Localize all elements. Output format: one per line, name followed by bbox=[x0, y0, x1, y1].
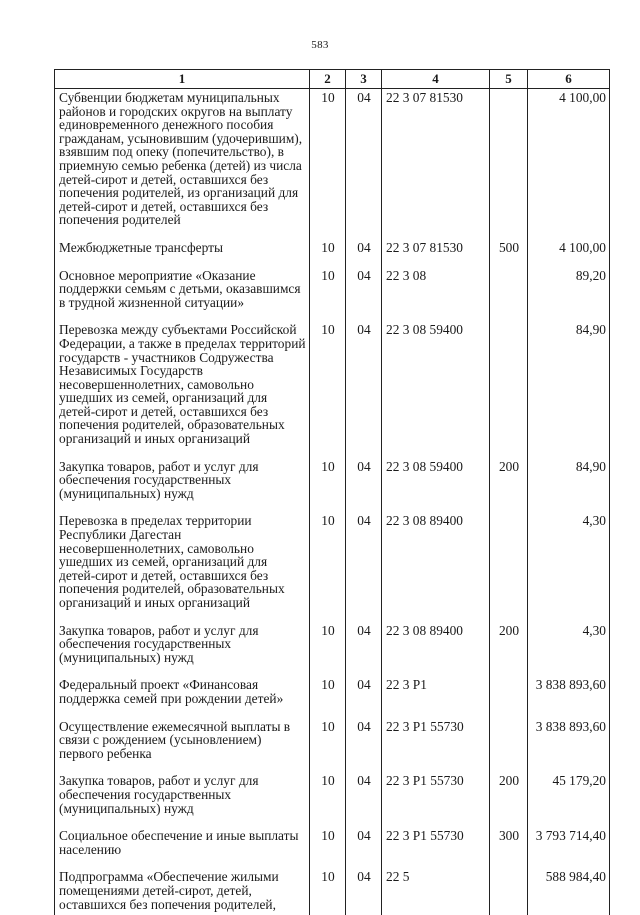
row-amount: 4,30 bbox=[528, 622, 610, 677]
row-description: Перевозка в пределах территории Республики Дагестан несовершеннолетних, самовольно ушедших из семей, организаций для детей-сирот и детей, оставшихся без попечения родителей, образовательных организаций и иных организаций bbox=[55, 512, 310, 621]
table-row bbox=[55, 458, 610, 513]
table-row bbox=[55, 267, 610, 322]
row-section: 10 bbox=[310, 267, 346, 322]
row-section: 10 bbox=[310, 622, 346, 677]
row-section: 10 bbox=[310, 676, 346, 717]
row-expense-type: 200 bbox=[490, 458, 528, 513]
row-description: Закупка товаров, работ и услуг для обеспечения государственных (муниципальных) нужд bbox=[55, 772, 310, 827]
budget-table bbox=[54, 69, 610, 915]
row-subsection: 04 bbox=[346, 676, 382, 717]
row-section: 10 bbox=[310, 89, 346, 239]
row-subsection: 04 bbox=[346, 321, 382, 457]
table-row bbox=[55, 868, 610, 915]
row-amount: 4 100,00 bbox=[528, 89, 610, 239]
row-subsection: 04 bbox=[346, 239, 382, 267]
row-target-code: 22 3 P1 55730 bbox=[382, 827, 490, 868]
row-expense-type: 500 bbox=[490, 239, 528, 267]
row-amount: 89,20 bbox=[528, 267, 610, 322]
table-row bbox=[55, 321, 610, 457]
row-target-code: 22 3 08 59400 bbox=[382, 321, 490, 457]
table-row bbox=[55, 622, 610, 677]
row-section: 10 bbox=[310, 321, 346, 457]
row-description: Основное мероприятие «Оказание поддержки семьям с детьми, оказавшимся в трудной жизненной ситуации» bbox=[55, 267, 310, 322]
column-header: 2 bbox=[310, 70, 346, 89]
row-description: Перевозка между субъектами Российской Федерации, а также в пределах территорий государств - участников Содружества Независимых Государств несовершеннолетних, самовольно ушедших из семей, организаций для детей-сирот и детей, оставшихся без попечения родителей, образовательных организаций и иных организаций bbox=[55, 321, 310, 457]
column-header: 4 bbox=[382, 70, 490, 89]
row-expense-type: 200 bbox=[490, 772, 528, 827]
row-description: Федеральный проект «Финансовая поддержка семей при рождении детей» bbox=[55, 676, 310, 717]
row-amount: 3 793 714,40 bbox=[528, 827, 610, 868]
row-expense-type bbox=[490, 676, 528, 717]
row-amount: 3 838 893,60 bbox=[528, 718, 610, 773]
row-section: 10 bbox=[310, 868, 346, 915]
row-section: 10 bbox=[310, 512, 346, 621]
table-header-row bbox=[55, 70, 610, 89]
column-header: 1 bbox=[55, 70, 310, 89]
row-amount: 588 984,40 bbox=[528, 868, 610, 915]
row-subsection: 04 bbox=[346, 718, 382, 773]
table-row bbox=[55, 89, 610, 239]
row-subsection: 04 bbox=[346, 827, 382, 868]
row-section: 10 bbox=[310, 718, 346, 773]
row-section: 10 bbox=[310, 772, 346, 827]
column-header: 5 bbox=[490, 70, 528, 89]
row-expense-type: 200 bbox=[490, 622, 528, 677]
row-description: Подпрограмма «Обеспечение жилыми помещениями детей-сирот, детей, оставшихся без попечения родителей, bbox=[55, 868, 310, 915]
row-subsection: 04 bbox=[346, 89, 382, 239]
row-description: Социальное обеспечение и иные выплаты населению bbox=[55, 827, 310, 868]
row-target-code: 22 3 P1 55730 bbox=[382, 718, 490, 773]
row-amount: 45 179,20 bbox=[528, 772, 610, 827]
page-number: 583 bbox=[311, 39, 329, 51]
row-expense-type bbox=[490, 868, 528, 915]
column-header: 3 bbox=[346, 70, 382, 89]
table-row bbox=[55, 239, 610, 267]
row-target-code: 22 3 08 bbox=[382, 267, 490, 322]
row-subsection: 04 bbox=[346, 458, 382, 513]
row-section: 10 bbox=[310, 239, 346, 267]
row-target-code: 22 3 08 59400 bbox=[382, 458, 490, 513]
row-subsection: 04 bbox=[346, 772, 382, 827]
row-amount: 84,90 bbox=[528, 321, 610, 457]
row-section: 10 bbox=[310, 458, 346, 513]
row-description: Межбюджетные трансферты bbox=[55, 239, 310, 267]
row-description: Субвенции бюджетам муниципальных районов и городских округов на выплату единовременного денежного пособия гражданам, усыновившим (удочерившим), взявшим под опеку (попечительство), в приемную семью ребенка (детей) из числа детей-сирот и детей, оставшихся без попечения родителей, из организаций для детей-сирот и детей, оставшихся без попечения родителей bbox=[55, 89, 310, 239]
row-description: Осуществление ежемесячной выплаты в связи с рождением (усыновлением) первого ребенка bbox=[55, 718, 310, 773]
table-row bbox=[55, 827, 610, 868]
row-amount: 4 100,00 bbox=[528, 239, 610, 267]
row-subsection: 04 bbox=[346, 267, 382, 322]
row-description: Закупка товаров, работ и услуг для обеспечения государственных (муниципальных) нужд bbox=[55, 458, 310, 513]
row-subsection: 04 bbox=[346, 868, 382, 915]
row-section: 10 bbox=[310, 827, 346, 868]
row-target-code: 22 3 08 89400 bbox=[382, 512, 490, 621]
column-header: 6 bbox=[528, 70, 610, 89]
table-row bbox=[55, 718, 610, 773]
row-expense-type bbox=[490, 718, 528, 773]
row-target-code: 22 5 bbox=[382, 868, 490, 915]
row-expense-type bbox=[490, 267, 528, 322]
table-row bbox=[55, 512, 610, 621]
row-target-code: 22 3 P1 55730 bbox=[382, 772, 490, 827]
row-expense-type bbox=[490, 321, 528, 457]
row-subsection: 04 bbox=[346, 512, 382, 621]
row-target-code: 22 3 07 81530 bbox=[382, 89, 490, 239]
table-row bbox=[55, 676, 610, 717]
row-amount: 3 838 893,60 bbox=[528, 676, 610, 717]
row-expense-type: 300 bbox=[490, 827, 528, 868]
row-expense-type bbox=[490, 512, 528, 621]
row-target-code: 22 3 07 81530 bbox=[382, 239, 490, 267]
row-target-code: 22 3 P1 bbox=[382, 676, 490, 717]
table-row bbox=[55, 772, 610, 827]
row-target-code: 22 3 08 89400 bbox=[382, 622, 490, 677]
row-amount: 84,90 bbox=[528, 458, 610, 513]
row-description: Закупка товаров, работ и услуг для обеспечения государственных (муниципальных) нужд bbox=[55, 622, 310, 677]
row-amount: 4,30 bbox=[528, 512, 610, 621]
row-expense-type bbox=[490, 89, 528, 239]
row-subsection: 04 bbox=[346, 622, 382, 677]
